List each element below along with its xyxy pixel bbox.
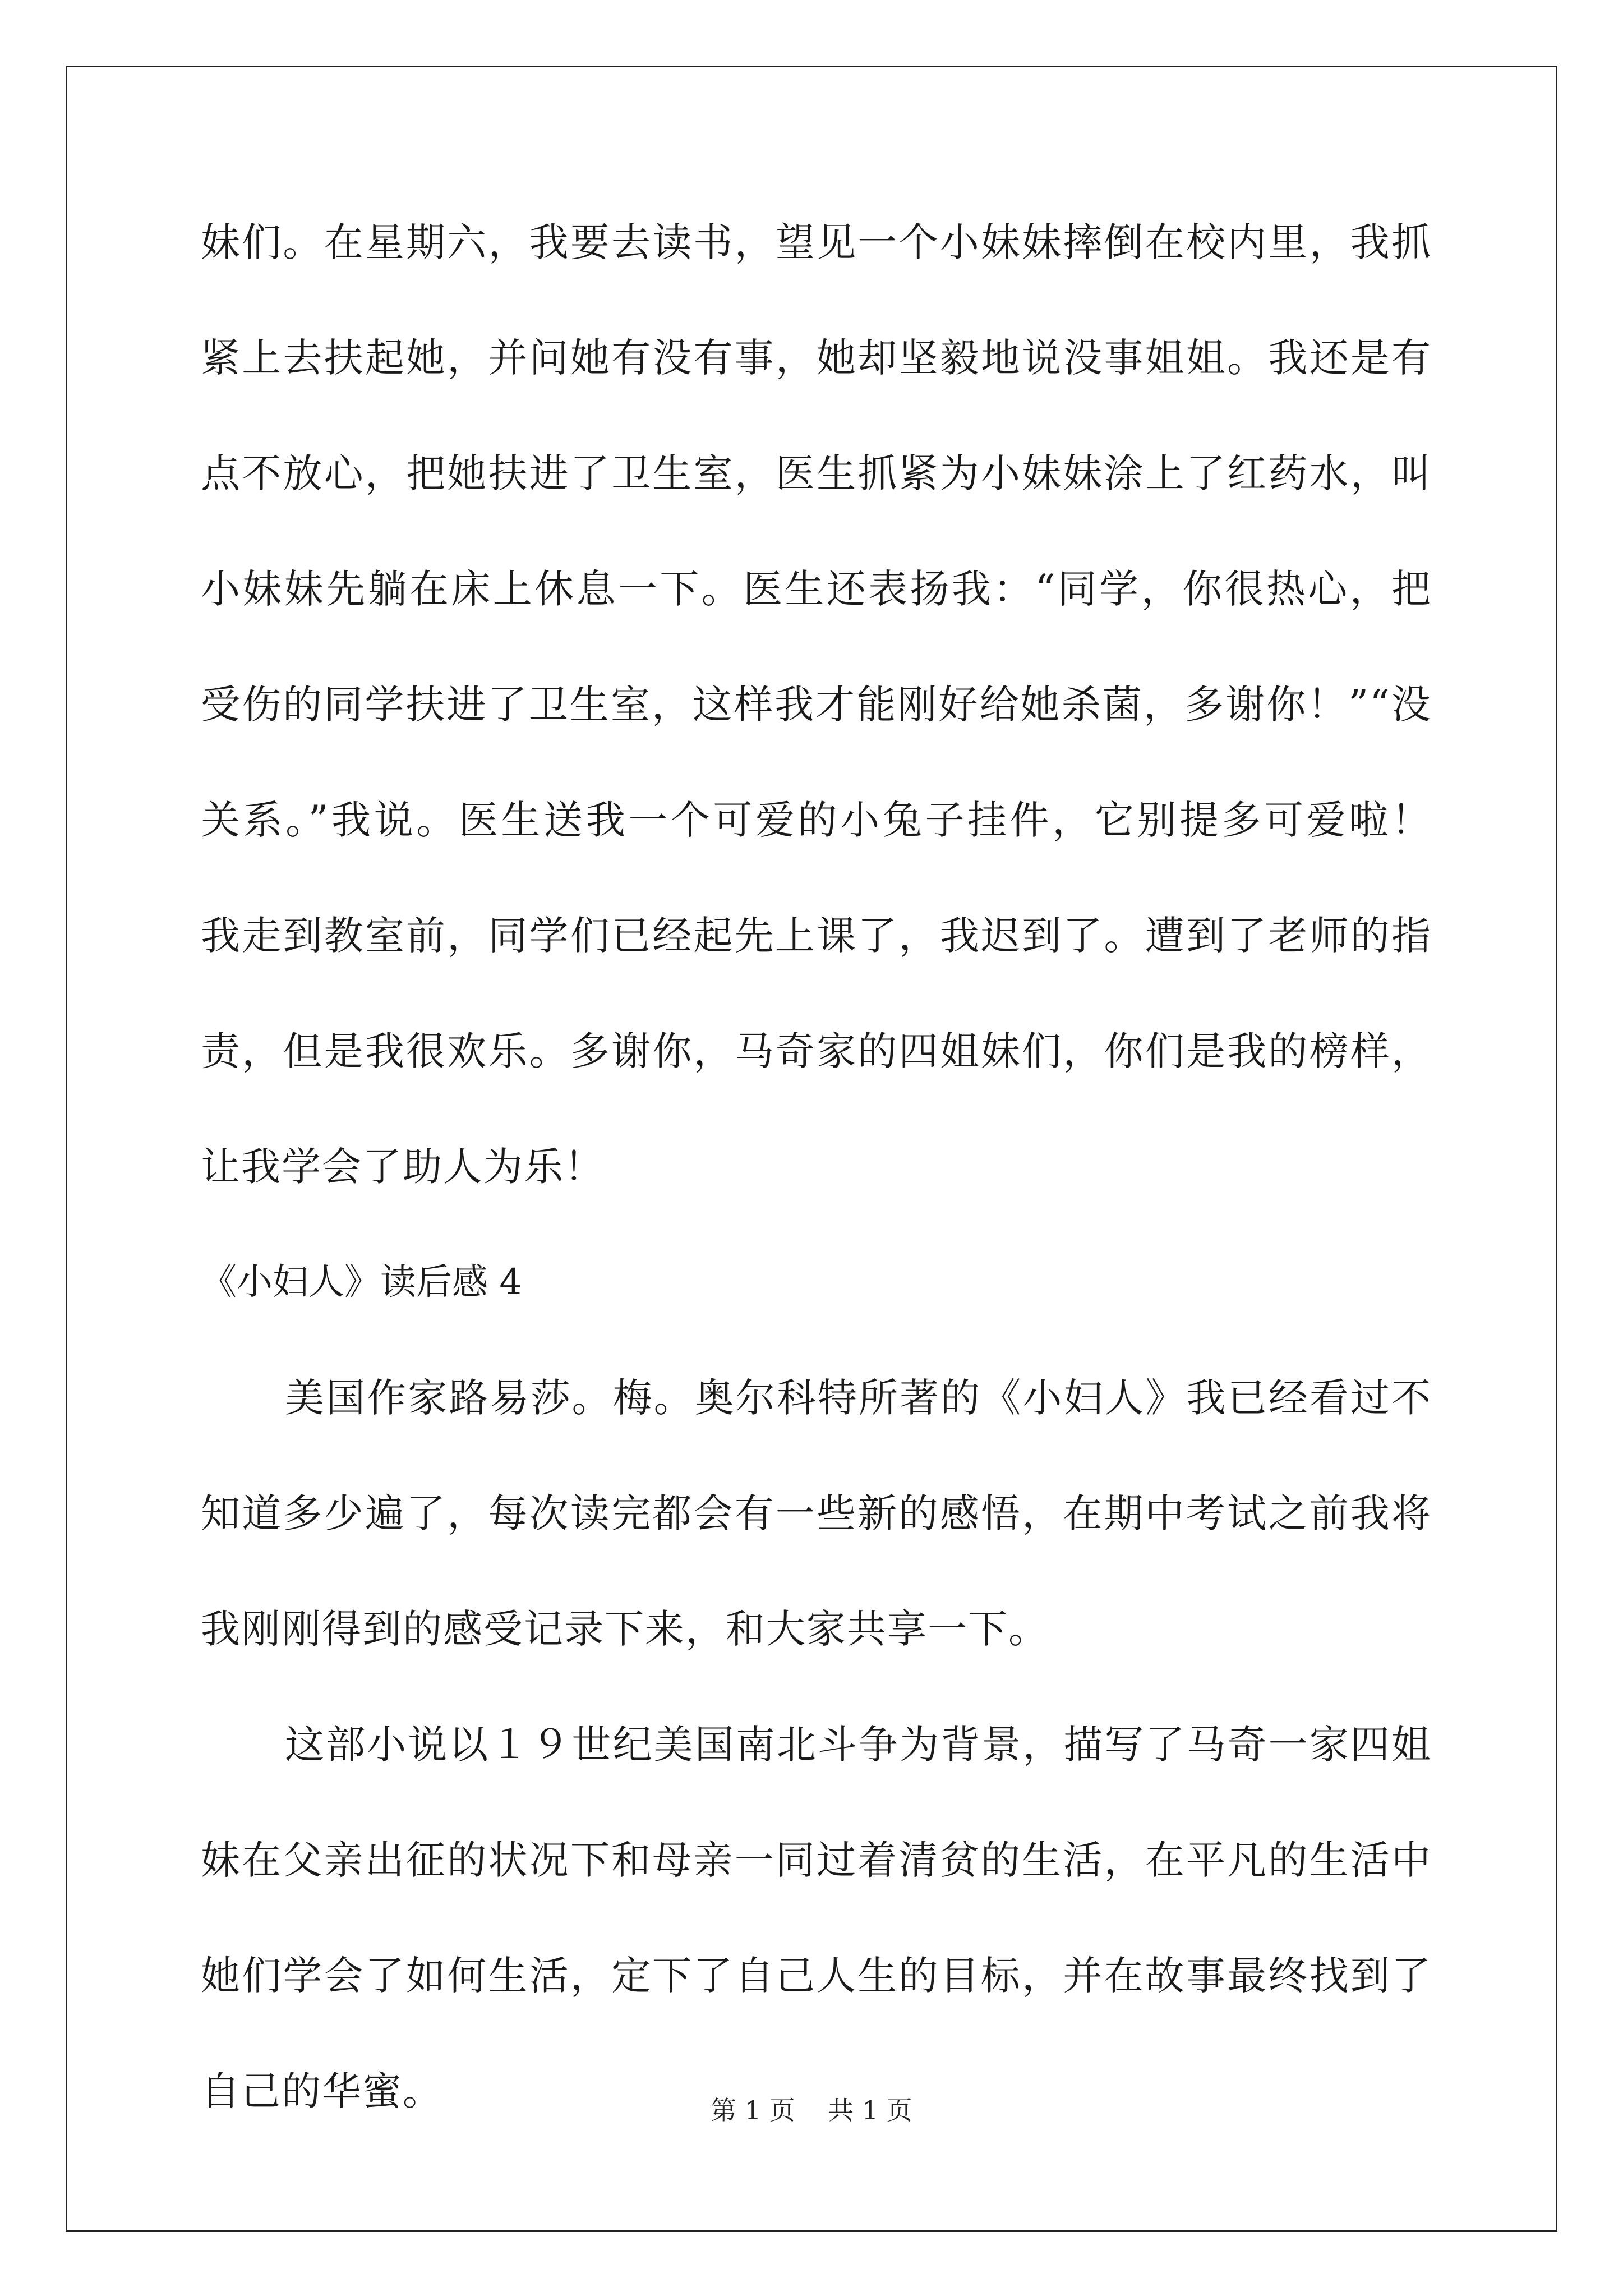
section-heading: 《小妇人》读后感 4 [201, 1262, 523, 1303]
paragraph-1 [201, 209, 1432, 1249]
text-line: 知道多少遍了，每次读完都会有一些新的感悟，在期中考试之前我将 [201, 1490, 1432, 1536]
text-line: 关系。”我说。医生送我一个可爱的小兔子挂件，它别提多可爱啦！ [201, 797, 1432, 843]
text-line: 自己的华蜜。 [201, 2068, 443, 2114]
text-line: 妹在父亲出征的状况下和母亲一同过着清贫的生活，在平凡的生活中 [201, 1837, 1432, 1883]
text-line: 让我学会了助人为乐！ [201, 1144, 605, 1190]
paragraph-2 [201, 1364, 1432, 1711]
text-line: 妹们。在星期六，我要去读书，望见一个小妹妹摔倒在校内里，我抓 [201, 219, 1432, 265]
text-line: 我走到教室前，同学们已经起先上课了，我迟到了。遭到了老师的指 [201, 913, 1432, 959]
page-footer: 第 1 页 共 1 页 [711, 2095, 912, 2125]
text-line: 点不放心，把她扶进了卫生室，医生抓紧为小妹妹涂上了红药水，叫 [201, 450, 1432, 496]
text-line: 责，但是我很欢乐。多谢你，马奇家的四姐妹们，你们是我的榜样， [201, 1028, 1432, 1074]
text-line: 小妹妹先躺在床上休息一下。医生还表扬我：“同学，你很热心，把 [201, 566, 1432, 612]
text-line: 紧上去扶起她，并问她有没有事，她却坚毅地说没事姐姐。我还是有 [201, 335, 1432, 381]
text-line: 美国作家路易莎。梅。奥尔科特所著的《小妇人》我已经看过不 [285, 1375, 1432, 1421]
text-line: 我刚刚得到的感受记录下来，和大家共享一下。 [201, 1606, 1049, 1652]
text-line: 受伤的同学扶进了卫生室，这样我才能刚好给她杀菌，多谢你！”“没 [201, 682, 1432, 728]
text-line: 她们学会了如何生活，定下了自己人生的目标，并在故事最终找到了 [201, 1953, 1432, 1999]
text-line: 这部小说以１９世纪美国南北斗争为背景，描写了马奇一家四姐 [285, 1722, 1432, 1768]
document-body [201, 209, 1432, 2173]
